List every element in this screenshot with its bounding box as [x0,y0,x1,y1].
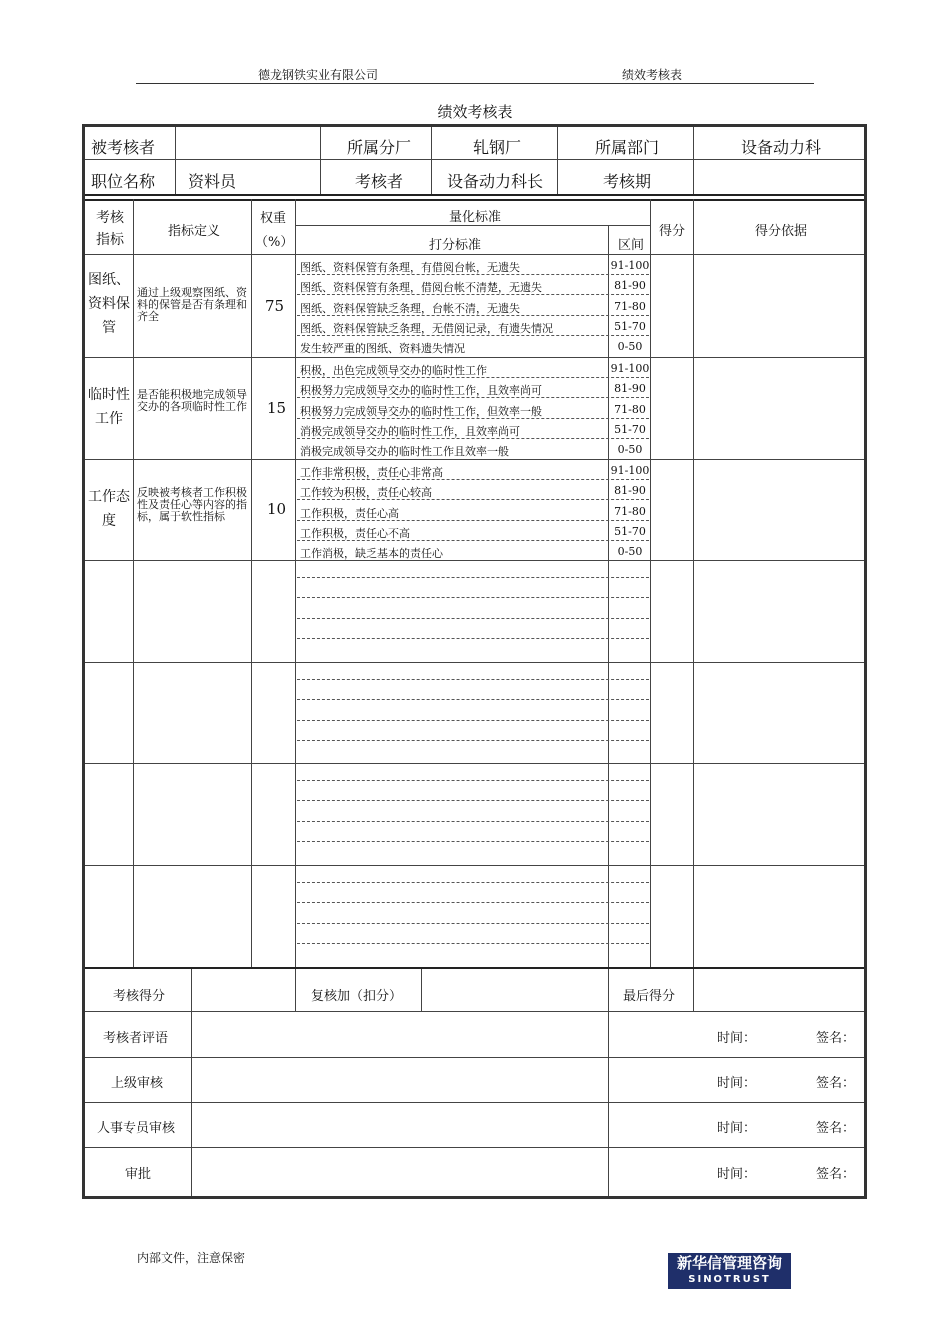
value-branch-factory: 轧钢厂 [473,138,522,157]
scoring-standard-text: 工作非常积极，责任心非常高 [300,466,443,479]
underline [297,418,649,419]
label-final-score: 最后得分 [623,989,676,1004]
label-superior-review: 上级审核 [111,1076,164,1091]
scoring-standard-text: 工作较为积极，责任心较高 [300,486,432,500]
score-range-text: 71-80 [614,299,646,313]
grid-line [251,199,252,967]
scoring-standard-text: 发生较严重的图纸、资料遗失情况 [300,342,465,356]
item-definition: 反映被考核者工作积极性及责任心等内容的指标，属于软性指标 [137,486,247,523]
scoring-standard-text: 图纸、资料保管有条理，有借阅台帐，无遗失 [300,261,520,274]
label-hr-review: 人事专员审核 [97,1121,176,1136]
grid-line [295,969,296,1011]
grid-line [650,199,651,967]
grid-line [85,662,864,663]
grid-line [85,199,864,201]
grid-line [295,225,650,226]
blank-line [297,577,649,578]
item-weight: 10 [267,500,287,518]
underline [297,540,649,541]
col-basis: 得分依据 [755,224,808,239]
time-label: 时间： [717,1076,757,1091]
label-department: 所属部门 [595,138,660,157]
grid-line [320,127,321,194]
label-appraisal-score: 考核得分 [113,989,166,1004]
grid-line [85,357,864,358]
score-range-text: 81-90 [614,484,646,498]
grid-line [693,127,694,194]
label-period: 考核期 [603,172,652,191]
grid-line [85,763,864,764]
item-definition: 通过上级观察图纸、资料的保管是否有条理和齐全 [137,286,247,323]
score-range-text: 91-100 [610,464,650,477]
grid-line [85,1147,864,1148]
sinotrust-logo [668,1253,791,1289]
scoring-standard-text: 积极，出色完成领导交办的临时性工作 [300,364,487,377]
grid-line [421,969,422,1011]
grid-line [133,199,134,967]
grid-line [85,1102,864,1103]
col-quant-standard: 量化标准 [449,210,502,225]
grid-line [693,199,694,967]
grid-line [175,127,176,194]
item-name: 工作态度 [88,489,130,529]
logo-cn: 新华信管理咨询 [676,1254,782,1272]
col-score: 得分 [659,224,686,239]
sign-label: 签名： [816,1121,856,1136]
time-label: 时间： [717,1031,757,1046]
blank-line [297,618,649,619]
grid-line [85,967,864,969]
grid-line [85,560,864,561]
grid-line [85,1057,864,1058]
score-range-text: 51-70 [614,422,646,436]
underline [297,438,649,439]
sign-label: 签名： [816,1031,856,1046]
blank-line [297,821,649,822]
score-range-text: 91-100 [610,362,650,375]
underline [297,499,649,500]
blank-line [297,740,649,741]
grid-line [608,225,609,967]
blank-line [297,780,649,781]
underline [297,315,649,316]
scoring-standard-text: 工作积极，责任心高 [300,506,399,520]
scoring-standard-text: 图纸、资料保管缺乏条理，台帐不清，无遗失 [300,301,520,315]
blank-line [297,841,649,842]
item-name: 临时性工作 [88,387,130,427]
value-appraiser: 设备动力科长 [447,172,544,191]
score-range-text: 0-50 [617,340,643,354]
blank-line [297,679,649,680]
blank-line [297,902,649,903]
time-label: 时间： [717,1167,757,1182]
grid-line [608,969,609,1196]
underline [297,294,649,295]
score-range-text: 81-90 [614,382,646,396]
blank-line [297,923,649,924]
grid-line [85,865,864,866]
score-range-text: 0-50 [617,545,643,559]
label-branch-factory: 所属分厂 [347,138,412,157]
blank-line [297,638,649,639]
sign-label: 签名： [816,1167,856,1182]
underline [297,479,649,480]
scoring-standard-text: 消极完成领导交办的临时性工作，且效率尚可 [300,424,520,438]
score-range-text: 71-80 [614,504,646,518]
page-header [136,66,814,84]
label-appraiser-comment: 考核者评语 [103,1031,169,1046]
score-range-text: 81-90 [614,279,646,293]
blank-line [297,800,649,801]
confidential-note: 内部文件，注意保密 [137,1251,246,1265]
underline [297,335,649,336]
grid-line [85,254,864,255]
underline [297,397,649,398]
score-range-text: 71-80 [614,402,646,416]
blank-line [297,597,649,598]
blank-line [297,720,649,721]
score-range-text: 0-50 [617,443,643,457]
scoring-standard-text: 图纸、资料保管有条理，借阅台帐不清楚，无遗失 [300,281,542,295]
item-definition: 是否能积极地完成领导交办的各项临时性工作 [137,388,247,413]
scoring-standard-text: 工作积极，责任心不高 [300,526,410,540]
item-weight: 15 [267,399,287,417]
scoring-standard-text: 图纸、资料保管缺乏条理，无借阅记录，有遗失情况 [300,321,553,335]
col-scoring-standard: 打分标准 [429,238,482,253]
label-approval: 审批 [125,1167,152,1182]
blank-line [297,699,649,700]
label-appraisee: 被考核者 [91,138,156,157]
label-appraiser: 考核者 [355,172,404,191]
grid-line [295,199,296,967]
underline [297,377,649,378]
value-department: 设备动力科 [741,138,822,157]
time-label: 时间： [717,1121,757,1136]
label-position: 职位名称 [91,172,156,191]
grid-line [557,127,558,194]
col-indicator: 考核指标 [96,210,124,248]
grid-line [85,194,864,196]
score-range-text: 51-70 [614,524,646,538]
underline [297,520,649,521]
appraisal-table [82,124,867,1199]
item-weight: 75 [265,297,285,315]
underline [297,274,649,275]
sign-label: 签名： [816,1076,856,1091]
header-company: 德龙钢铁实业有限公司 [258,68,379,82]
scoring-standard-text: 工作消极，缺乏基本的责任心 [300,547,443,561]
grid-line [191,969,192,1196]
blank-line [297,882,649,883]
score-range-text: 91-100 [610,259,650,272]
col-definition: 指标定义 [168,224,221,239]
form-title: 绩效考核表 [437,103,513,121]
grid-line [693,969,694,1011]
grid-line [431,127,432,194]
col-range: 区间 [618,238,645,253]
logo-en: SINOTRUST [688,1274,771,1285]
scoring-standard-text: 积极努力完成领导交办的临时性工作，且效率尚可 [300,384,542,398]
item-name: 图纸、资料保管 [88,272,130,336]
score-range-text: 51-70 [614,319,646,333]
col-weight: 权重（%） [255,211,294,250]
value-position: 资料员 [188,172,237,191]
grid-line [85,159,864,160]
label-review-adjust: 复核加（扣分） [311,989,403,1004]
header-doc-title: 绩效考核表 [622,68,683,82]
scoring-standard-text: 消极完成领导交办的临时性工作且效率一般 [300,445,509,459]
blank-line [297,943,649,944]
grid-line [85,1011,864,1012]
scoring-standard-text: 积极努力完成领导交办的临时性工作，但效率一般 [300,404,542,418]
